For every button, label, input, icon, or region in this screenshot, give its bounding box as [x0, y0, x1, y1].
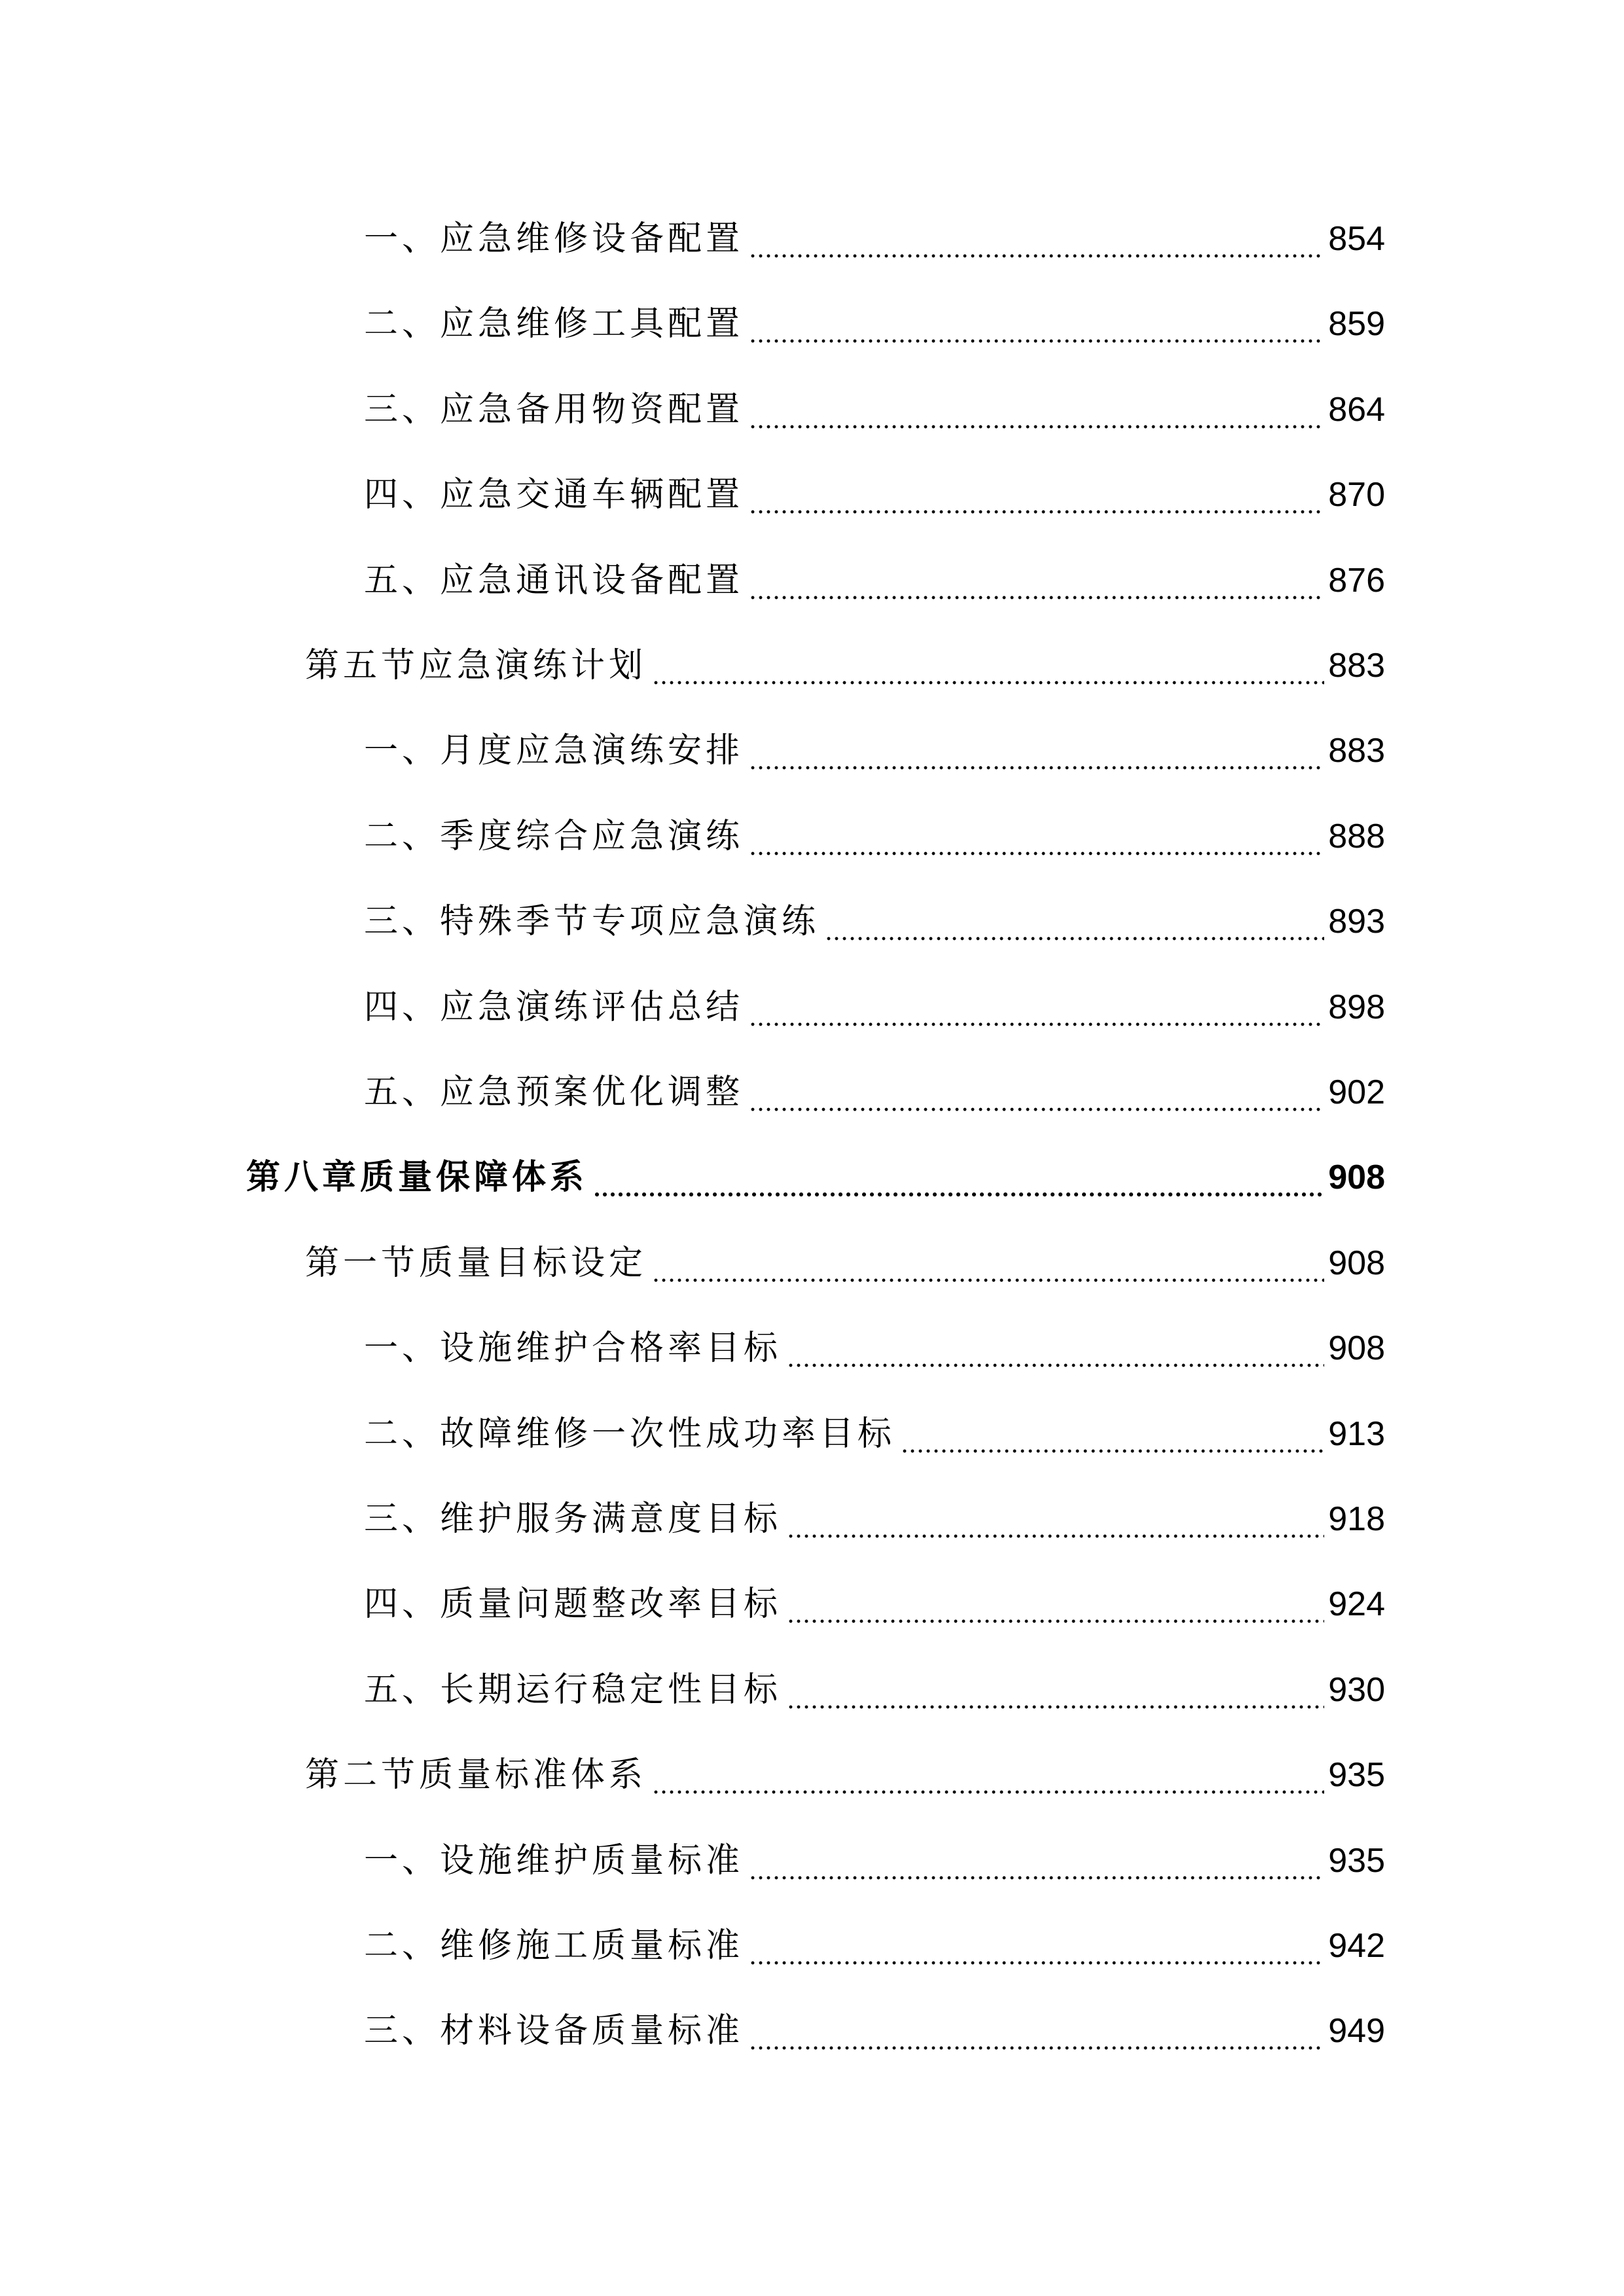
toc-entry[interactable] [364, 1568, 1385, 1640]
toc-entry[interactable] [364, 374, 1385, 446]
toc-entry-title: 三、材料设备质量标准 [364, 2011, 744, 2051]
toc-entry[interactable] [364, 1056, 1385, 1128]
toc-entry-page-number: 902 [1328, 1073, 1385, 1111]
toc-entry-title: 三、特殊季节专项应急演练 [364, 902, 820, 942]
toc-entry[interactable] [364, 800, 1385, 872]
toc-entry-page-number: 918 [1328, 1500, 1385, 1538]
dot-leader [749, 288, 1324, 360]
toc-entry[interactable] [364, 1825, 1385, 1897]
toc-entry-title: 五、长期运行稳定性目标 [364, 1670, 782, 1710]
dot-leader [749, 545, 1324, 617]
toc-entry-page-number: 870 [1328, 476, 1385, 514]
dot-leader [825, 886, 1324, 958]
toc-entry-title: 五、应急通讯设备配置 [364, 560, 744, 600]
toc-entry-page-number: 859 [1328, 305, 1385, 344]
toc-entry-title: 二、维修施工质量标准 [364, 1926, 744, 1965]
dot-leader [787, 1654, 1324, 1726]
dot-leader [749, 1910, 1324, 1982]
toc-section-entry[interactable] [305, 1739, 1385, 1811]
toc-entry-title: 五、应急预案优化调整 [364, 1073, 744, 1112]
toc-entry-title: 第八章质量保障体系 [246, 1158, 588, 1198]
dot-leader [652, 1227, 1324, 1299]
toc-entry[interactable] [364, 545, 1385, 617]
toc-entry-title: 二、应急维修工具配置 [364, 304, 744, 344]
toc-entry[interactable] [364, 203, 1385, 275]
toc-entry-title: 四、质量问题整改率目标 [364, 1585, 782, 1624]
toc-entry-title: 二、故障维修一次性成功率目标 [364, 1414, 896, 1454]
toc-entry-title: 三、应急备用物资配置 [364, 389, 744, 429]
toc-entry-title: 一、月度应急演练安排 [364, 731, 744, 771]
toc-entry-title: 一、设施维护质量标准 [364, 1840, 744, 1880]
toc-chapter-entry[interactable] [246, 1141, 1385, 1213]
toc-entry-page-number: 930 [1328, 1670, 1385, 1709]
toc-entry[interactable] [364, 715, 1385, 787]
toc-entry-page-number: 893 [1328, 903, 1385, 941]
toc-entry-title: 一、设施维护合格率目标 [364, 1329, 782, 1369]
toc-entry-title: 第二节质量标准体系 [305, 1755, 647, 1795]
toc-entry-page-number: 942 [1328, 1927, 1385, 1965]
dot-leader [749, 800, 1324, 872]
toc-entry-page-number: 883 [1328, 732, 1385, 770]
toc-entry-page-number: 935 [1328, 1756, 1385, 1795]
toc-entry[interactable] [364, 1654, 1385, 1726]
dot-leader [749, 459, 1324, 531]
toc-entry-page-number: 908 [1328, 1158, 1385, 1197]
toc-entry-title: 第一节质量目标设定 [305, 1243, 647, 1283]
toc-section-entry[interactable] [305, 1227, 1385, 1299]
dot-leader [787, 1568, 1324, 1640]
dot-leader [749, 971, 1324, 1043]
toc-entry-page-number: 935 [1328, 1841, 1385, 1880]
dot-leader [652, 1739, 1324, 1811]
dot-leader [787, 1312, 1324, 1384]
toc-entry[interactable] [364, 1910, 1385, 1982]
toc-entry[interactable] [364, 1398, 1385, 1470]
toc-entry-page-number: 898 [1328, 988, 1385, 1026]
toc-section-entry[interactable] [305, 630, 1385, 702]
toc-entry-title: 三、维护服务满意度目标 [364, 1499, 782, 1539]
toc-entry-page-number: 883 [1328, 647, 1385, 685]
dot-leader [652, 630, 1324, 702]
toc-entry[interactable] [364, 1312, 1385, 1384]
toc-entry-title: 四、应急交通车辆配置 [364, 475, 744, 515]
toc-entry[interactable] [364, 459, 1385, 531]
dot-leader [787, 1483, 1324, 1555]
dot-leader [749, 374, 1324, 446]
toc-entry-page-number: 888 [1328, 817, 1385, 855]
dot-leader [901, 1398, 1324, 1470]
toc-entry-title: 第五节应急演练计划 [305, 646, 647, 685]
toc-entry-title: 四、应急演练评估总结 [364, 987, 744, 1027]
toc-entry-page-number: 908 [1328, 1244, 1385, 1282]
toc-entry-page-number: 854 [1328, 220, 1385, 258]
toc-entry[interactable] [364, 886, 1385, 958]
dot-leader [749, 1995, 1324, 2067]
dot-leader [749, 1825, 1324, 1897]
toc-entry-page-number: 924 [1328, 1585, 1385, 1624]
toc-entry-page-number: 864 [1328, 390, 1385, 429]
dot-leader [749, 715, 1324, 787]
toc-entry[interactable] [364, 1483, 1385, 1555]
toc-entry-page-number: 876 [1328, 561, 1385, 600]
toc-entry-page-number: 908 [1328, 1329, 1385, 1368]
dot-leader [749, 1056, 1324, 1128]
toc-entry[interactable] [364, 971, 1385, 1043]
toc-entry-page-number: 949 [1328, 2012, 1385, 2051]
toc-entry[interactable] [364, 288, 1385, 360]
dot-leader [593, 1141, 1324, 1213]
toc-entry-page-number: 913 [1328, 1414, 1385, 1453]
toc-entry-title: 二、季度综合应急演练 [364, 816, 744, 856]
toc-entry[interactable] [364, 1995, 1385, 2067]
dot-leader [749, 203, 1324, 275]
toc-entry-title: 一、应急维修设备配置 [364, 219, 744, 259]
